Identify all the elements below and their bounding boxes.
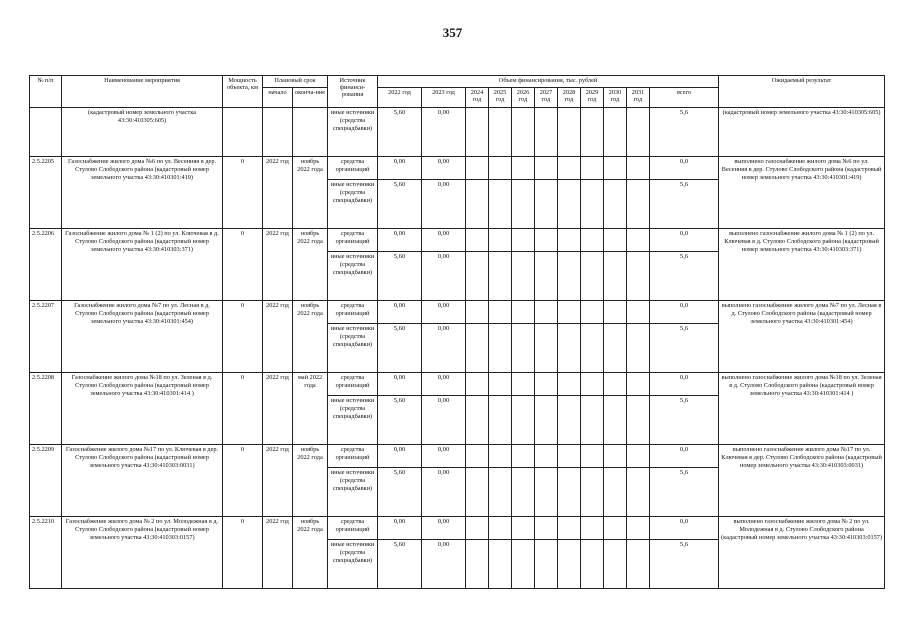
cell-result: выполнено газоснабжение жилого дома № 1 (2) по ул. Ключевая в д. Стулово Слободского района (кадастровый номер земельного участка 43:30:410303:371) — [719, 229, 885, 301]
cell-num: 2.5.2206 — [30, 229, 62, 301]
cell-name: Газоснабжение жилого дома № 1 (2) по ул. Ключевая в д. Стулово Слободского района (кадастровый номер земельного участка 43:30:410303:371) — [62, 229, 223, 301]
cell-2022: 5,60 — [378, 396, 422, 445]
cell-result: выполнено газоснабжение жилого дома №17 по ул. Ключевая в дер. Стулово Слободского района (кадастровый номер земельного участка 43:30:410303:0031) — [719, 445, 885, 517]
header-funding: Объем финансирования, тыс. рублей — [378, 76, 719, 88]
cell-2022: 5,60 — [378, 108, 422, 157]
header-capacity: Мощность объекта, км — [223, 76, 263, 108]
cell-2022: 5,60 — [378, 180, 422, 229]
cell-num: 2.5.2210 — [30, 517, 62, 589]
cell-end: ноябрь 2022 года — [293, 445, 328, 517]
header-end: оконча-ние — [293, 88, 328, 108]
cell-capacity: 0 — [223, 445, 263, 517]
cell-total: 5,6 — [650, 252, 719, 301]
cell-total: 0,0 — [650, 517, 719, 540]
cell-2023: 0,00 — [422, 108, 466, 157]
cell-name: Газоснабжение жилого дома № 2 по ул. Молодежная в д. Стулово Слободского района (кадастровый номер земельного участка 43:30:410303:0157) — [62, 517, 223, 589]
table-row — [30, 517, 885, 540]
cell-2022: 5,60 — [378, 540, 422, 589]
cell-2022: 0,00 — [378, 373, 422, 396]
cell-total: 5,6 — [650, 540, 719, 589]
table-row — [30, 445, 885, 468]
cell-2022: 0,00 — [378, 229, 422, 252]
cell-source: средства организаций — [328, 229, 378, 252]
cell-capacity: 0 — [223, 517, 263, 589]
cell-2023: 0,00 — [422, 229, 466, 252]
cell-total: 0,0 — [650, 445, 719, 468]
table-row — [30, 157, 885, 180]
cell-2023: 0,00 — [422, 180, 466, 229]
cell-end: ноябрь 2022 года — [293, 229, 328, 301]
table-row — [30, 373, 885, 396]
cell-2023: 0,00 — [422, 468, 466, 517]
cell-result: выполнено газоснабжение жилого дома №18 по ул. Зеленая в д. Стулово Слободского района (кадастровый номер земельного участка 43:30:410301:414 ) — [719, 373, 885, 445]
header-year: 2027 год — [535, 88, 558, 108]
cell-source: средства организаций — [328, 445, 378, 468]
cell-capacity: 0 — [223, 157, 263, 229]
cell-source: иные источники (средства спецнадбавки) — [328, 180, 378, 229]
cell-2023: 0,00 — [422, 324, 466, 373]
cell-result: выполнено газоснабжение жилого дома №7 по ул. Лесная в д. Стулово Слободского района (кадастровый номер земельного участка 43:30:410301:454) — [719, 301, 885, 373]
cell-capacity: 0 — [223, 373, 263, 445]
cell-2023: 0,00 — [422, 540, 466, 589]
cell-2023: 0,00 — [422, 252, 466, 301]
cell-2023: 0,00 — [422, 517, 466, 540]
cell-2022: 0,00 — [378, 301, 422, 324]
cell-source: иные источники (средства спецнадбавки) — [328, 396, 378, 445]
cell-2022: 5,60 — [378, 252, 422, 301]
cell-start: 2022 год — [263, 517, 293, 589]
cell-source: средства организаций — [328, 373, 378, 396]
cell-total: 0,0 — [650, 229, 719, 252]
header-plan-term: Плановый срок — [263, 76, 328, 88]
cell-source: иные источники (средства спецнадбавки) — [328, 108, 378, 157]
cell-total: 5,6 — [650, 324, 719, 373]
cell-start: 2022 год — [263, 229, 293, 301]
cell-capacity: 0 — [223, 229, 263, 301]
cell-start: 2022 год — [263, 157, 293, 229]
header-result: Ожидаемый результат — [719, 76, 885, 108]
cell-end: ноябрь 2022 года — [293, 157, 328, 229]
header-num: № п/п — [30, 76, 62, 108]
cell-result: выполнено газоснабжение жилого дома № 2 по ул. Молодежная в д. Стулово Слободского района (кадастровый номер земельного участка 43:30:410303:0157) — [719, 517, 885, 589]
cell-2023: 0,00 — [422, 301, 466, 324]
cell-end: ноябрь 2022 года — [293, 301, 328, 373]
cell-total: 5,6 — [650, 396, 719, 445]
cell-2023: 0,00 — [422, 373, 466, 396]
cell-num: 2.5.2209 — [30, 445, 62, 517]
cell-source: средства организаций — [328, 301, 378, 324]
table-row-continuation — [30, 108, 885, 157]
header-total: всего — [650, 88, 719, 108]
cell-result: выполнено газоснабжение жилого дома №6 по ул. Весенняя в дер. Стулово Слободского района (кадастровый номер земельного участка 43:30:410301:419) — [719, 157, 885, 229]
cell-num: 2.5.2207 — [30, 301, 62, 373]
cell-name: Газоснабжение жилого дома №6 по ул. Весенняя в дер. Стулово Слободского района (кадастровый номер земельного участка 43:30:410301:419) — [62, 157, 223, 229]
cell-start: 2022 год — [263, 301, 293, 373]
table-header — [30, 76, 885, 108]
table-row — [30, 229, 885, 252]
header-year: 2028 год — [558, 88, 581, 108]
cell-total: 5,6 — [650, 108, 719, 157]
cell-name: Газоснабжение жилого дома №18 по ул. Зеленая в д. Стулово Слободского района (кадастровый номер земельного участка 43:30:410301:414 ) — [62, 373, 223, 445]
cell-source: средства организаций — [328, 517, 378, 540]
cell-name: Газоснабжение жилого дома №17 по ул. Ключевая в дер. Стулово Слободского района (кадастровый номер земельного участка 43:30:410303:0031) — [62, 445, 223, 517]
cell-num: 2.5.2208 — [30, 373, 62, 445]
header-year: 2031 год — [627, 88, 650, 108]
header-year: 2030 год — [604, 88, 627, 108]
cell-end: май 2022 года — [293, 373, 328, 445]
header-year: 2029 год — [581, 88, 604, 108]
cell-2022: 0,00 — [378, 517, 422, 540]
funding-table — [29, 75, 885, 589]
cell-total: 0,0 — [650, 301, 719, 324]
cell-2023: 0,00 — [422, 157, 466, 180]
cell-num: 2.5.2205 — [30, 157, 62, 229]
cell-total: 0,0 — [650, 373, 719, 396]
cell-start: 2022 год — [263, 373, 293, 445]
cell-result: (кадастровый номер земельного участка 43:30:410305:605) — [719, 108, 885, 157]
page-number: 357 — [442, 25, 463, 40]
header-year: 2023 год — [422, 88, 466, 108]
cell-name: (кадастровый номер земельного участка 43:30:410305:605) — [62, 108, 223, 157]
cell-2022: 5,60 — [378, 468, 422, 517]
cell-name: Газоснабжение жилого дома №7 по ул. Лесная в д. Стулово Слободского района (кадастровый номер земельного участка 43:30:410301:454) — [62, 301, 223, 373]
cell-source: средства организаций — [328, 157, 378, 180]
cell-source: иные источники (средства спецнадбавки) — [328, 540, 378, 589]
cell-2022: 0,00 — [378, 445, 422, 468]
cell-source: иные источники (средства спецнадбавки) — [328, 468, 378, 517]
header-year: 2025 год — [489, 88, 512, 108]
header-source: Источник финанси-рования — [328, 76, 378, 108]
cell-source: иные источники (средства спецнадбавки) — [328, 252, 378, 301]
cell-source: иные источники (средства спецнадбавки) — [328, 324, 378, 373]
header-year: 2022 год — [378, 88, 422, 108]
cell-total: 5,6 — [650, 180, 719, 229]
cell-2022: 5,60 — [378, 324, 422, 373]
cell-2023: 0,00 — [422, 396, 466, 445]
cell-start: 2022 год — [263, 445, 293, 517]
header-start: начало — [263, 88, 293, 108]
header-year: 2026 год — [512, 88, 535, 108]
cell-capacity: 0 — [223, 301, 263, 373]
cell-total: 5,6 — [650, 468, 719, 517]
cell-end: ноябрь 2022 года — [293, 517, 328, 589]
cell-2023: 0,00 — [422, 445, 466, 468]
header-year: 2024 год — [466, 88, 489, 108]
cell-total: 0,0 — [650, 157, 719, 180]
cell-2022: 0,00 — [378, 157, 422, 180]
table-row — [30, 301, 885, 324]
header-name: Наименование мероприятия — [62, 76, 223, 108]
